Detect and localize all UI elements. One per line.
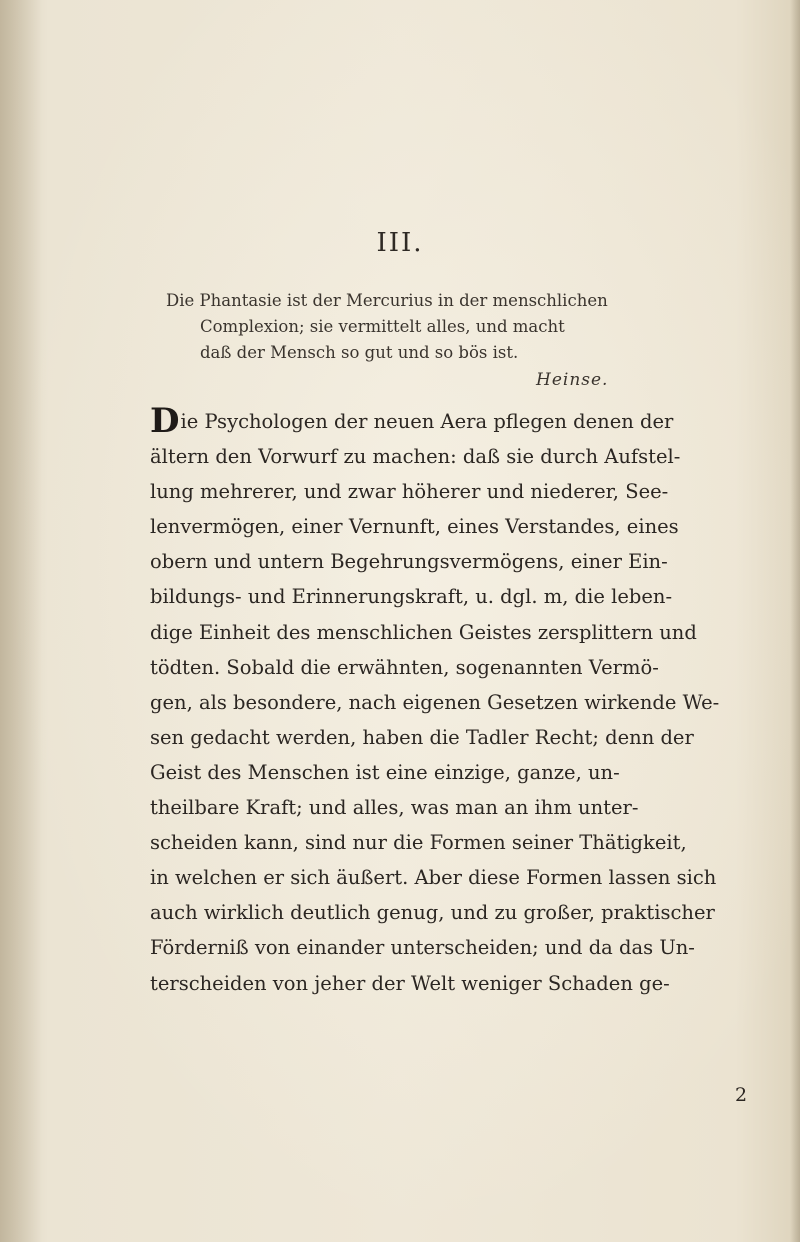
body-line: theilbare Kraft; und alles, was man an ihm unter- (150, 796, 639, 820)
motto-author: Heinse. (536, 370, 609, 390)
body-line: scheiden kann, sind nur die Formen seiner Thätigkeit, (150, 831, 687, 855)
page-edge-shadow (790, 0, 800, 1242)
motto-block (148, 288, 730, 366)
body-line: ältern den Vorwurf zu machen: daß sie durch Aufstel- (150, 445, 681, 469)
body-line: Geist des Menschen ist eine einzige, ganze, un- (150, 760, 620, 784)
body-line-first (150, 404, 750, 439)
body-line: lenvermögen, einer Vernunft, eines Verstandes, eines (150, 515, 679, 539)
body-line: gen, als besondere, nach eigenen Gesetzen wirkende We- (150, 690, 720, 714)
chapter-number: III. (376, 228, 424, 258)
body-line: sen gedacht werden, haben die Tadler Recht; denn der (150, 725, 694, 749)
catchword: 2 (735, 1084, 748, 1106)
drop-initial: D (150, 404, 180, 440)
body-line: Förderniß von einander unterscheiden; und da das Un- (150, 936, 695, 960)
body-line: dige Einheit des menschlichen Geistes zersplittern und (150, 620, 697, 644)
body-line: in welchen er sich äußert. Aber diese Formen lassen sich (150, 866, 717, 890)
body-line: obern und untern Begehrungsvermögens, einer Ein- (150, 550, 668, 574)
body-paragraph (150, 404, 750, 1001)
body-line: terscheiden von jeher der Welt weniger Schaden ge- (150, 971, 670, 995)
body-line: auch wirklich deutlich genug, und zu großer, praktischer (150, 901, 715, 925)
body-line: tödten. Sobald die erwähnten, sogenannten Vermö- (150, 655, 659, 679)
motto-line: daß der Mensch so gut und so bös ist. (200, 343, 519, 362)
body-line-first-rest: ie Psychologen der neuen Aera pflegen denen der (180, 410, 674, 433)
body-line: lung mehrerer, und zwar höherer und niederer, See- (150, 480, 669, 504)
body-line: bildungs- und Erinnerungskraft, u. dgl. m, die leben- (150, 585, 673, 609)
page-gutter-shadow (0, 0, 42, 1242)
motto-line: Die Phantasie ist der Mercurius in der menschlichen (166, 291, 608, 310)
motto-line: Complexion; sie vermittelt alles, und macht (200, 317, 565, 336)
